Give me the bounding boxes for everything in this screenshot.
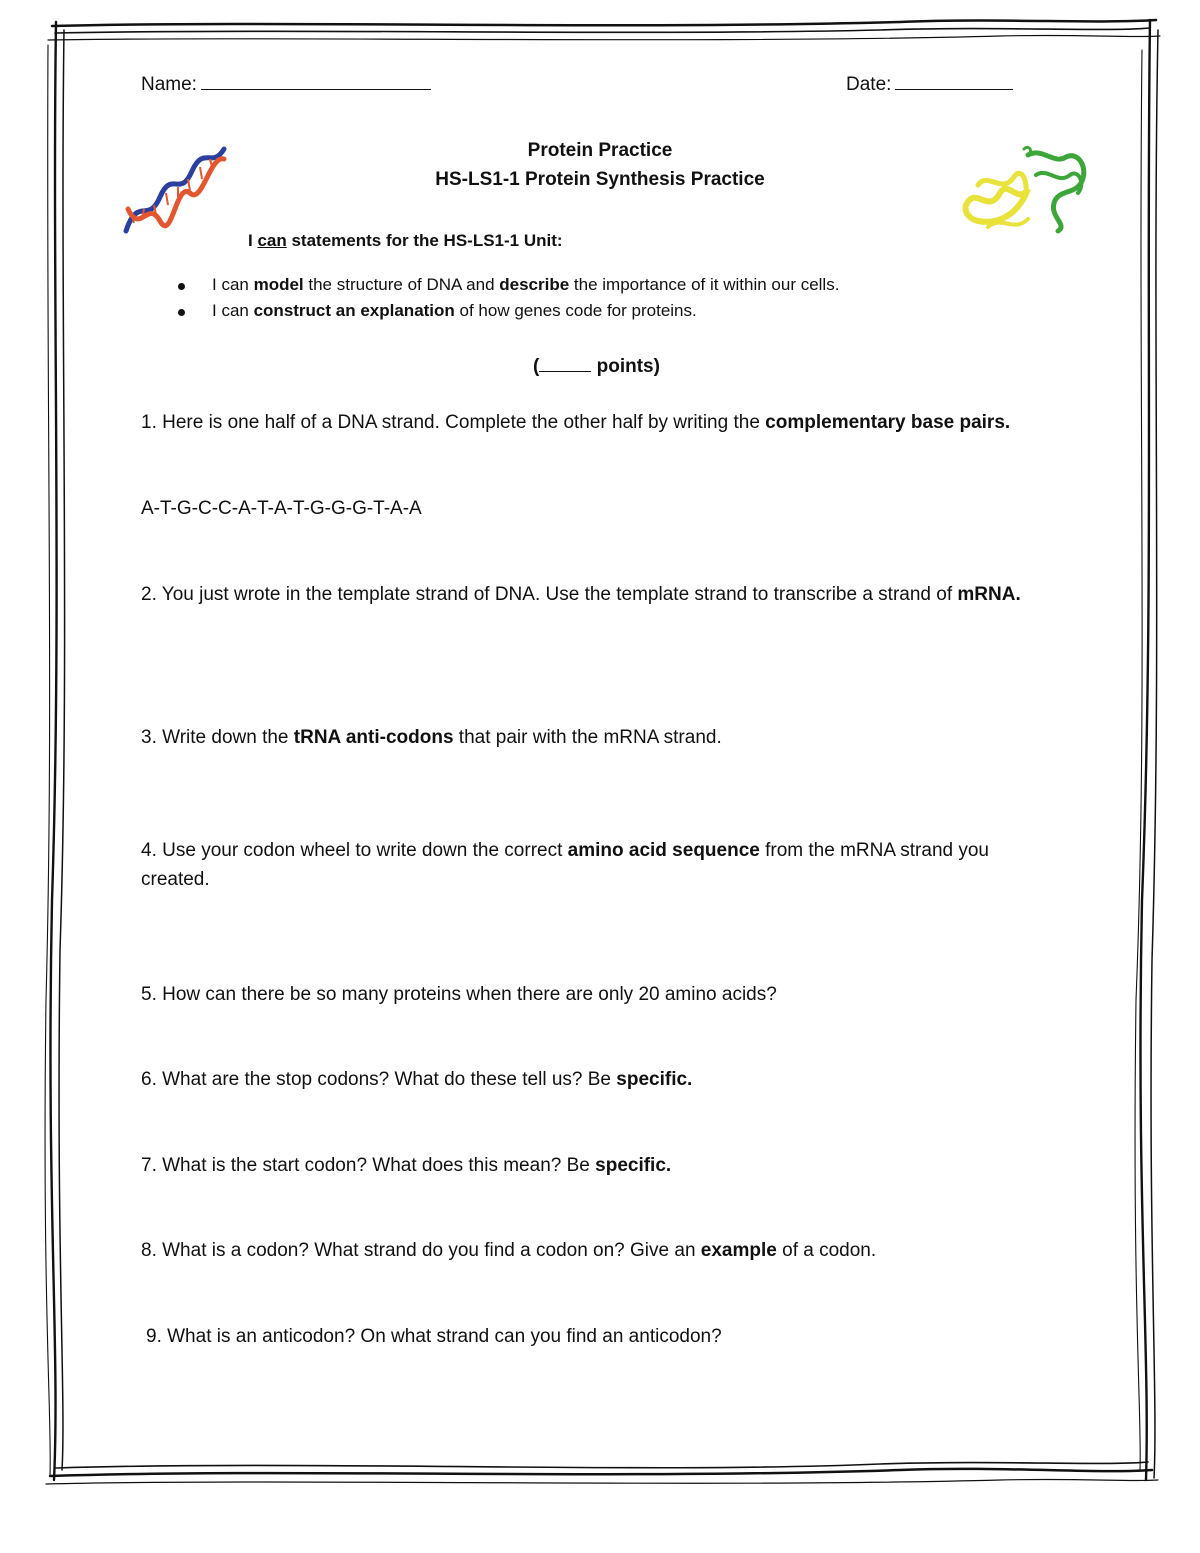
- bullet-icon: [178, 283, 185, 290]
- question-7: 7. What is the start codon? What does this mean? Be specific.: [141, 1155, 672, 1176]
- ican-can: can: [257, 231, 287, 250]
- list-item: I can construct an explanation of how genes code for proteins.: [172, 298, 839, 324]
- bullet-icon: [178, 309, 185, 316]
- name-field[interactable]: [141, 70, 431, 99]
- question-1: 1. Here is one half of a DNA strand. Complete the other half by writing the complementary base pairs.: [141, 412, 1011, 433]
- dna-strand: A-T-G-C-C-A-T-A-T-G-G-G-T-A-A: [141, 498, 422, 519]
- date-label: Date:: [846, 74, 892, 95]
- list-item: I can model the structure of DNA and describe the importance of it within our cells.: [172, 272, 839, 298]
- ican-list: [172, 272, 839, 324]
- page-subtitle: HS-LS1-1 Protein Synthesis Practice: [435, 169, 765, 190]
- points-line: ( points): [533, 352, 660, 381]
- date-field[interactable]: [846, 70, 1013, 99]
- question-2: 2. You just wrote in the template strand of DNA. Use the template strand to transcribe a strand of mRNA.: [141, 584, 1021, 605]
- question-8: 8. What is a codon? What strand do you find a codon on? Give an example of a codon.: [141, 1240, 877, 1261]
- name-blank[interactable]: [201, 71, 431, 90]
- question-5: 5. How can there be so many proteins when there are only 20 amino acids?: [141, 984, 777, 1005]
- question-6: 6. What are the stop codons? What do these tell us? Be specific.: [141, 1069, 693, 1090]
- question-4: 4. Use your codon wheel to write down the correct amino acid sequence from the mRNA strand you created.: [141, 840, 989, 890]
- question-3: 3. Write down the tRNA anti-codons that pair with the mRNA strand.: [141, 727, 722, 748]
- ican-heading: I can statements for the HS-LS1-1 Unit:: [248, 231, 563, 250]
- date-blank[interactable]: [895, 71, 1013, 90]
- points-blank[interactable]: [539, 353, 591, 372]
- question-9: 9. What is an anticodon? On what strand can you find an anticodon?: [146, 1326, 722, 1347]
- page-title: Protein Practice: [527, 140, 673, 161]
- name-label: Name:: [141, 74, 197, 95]
